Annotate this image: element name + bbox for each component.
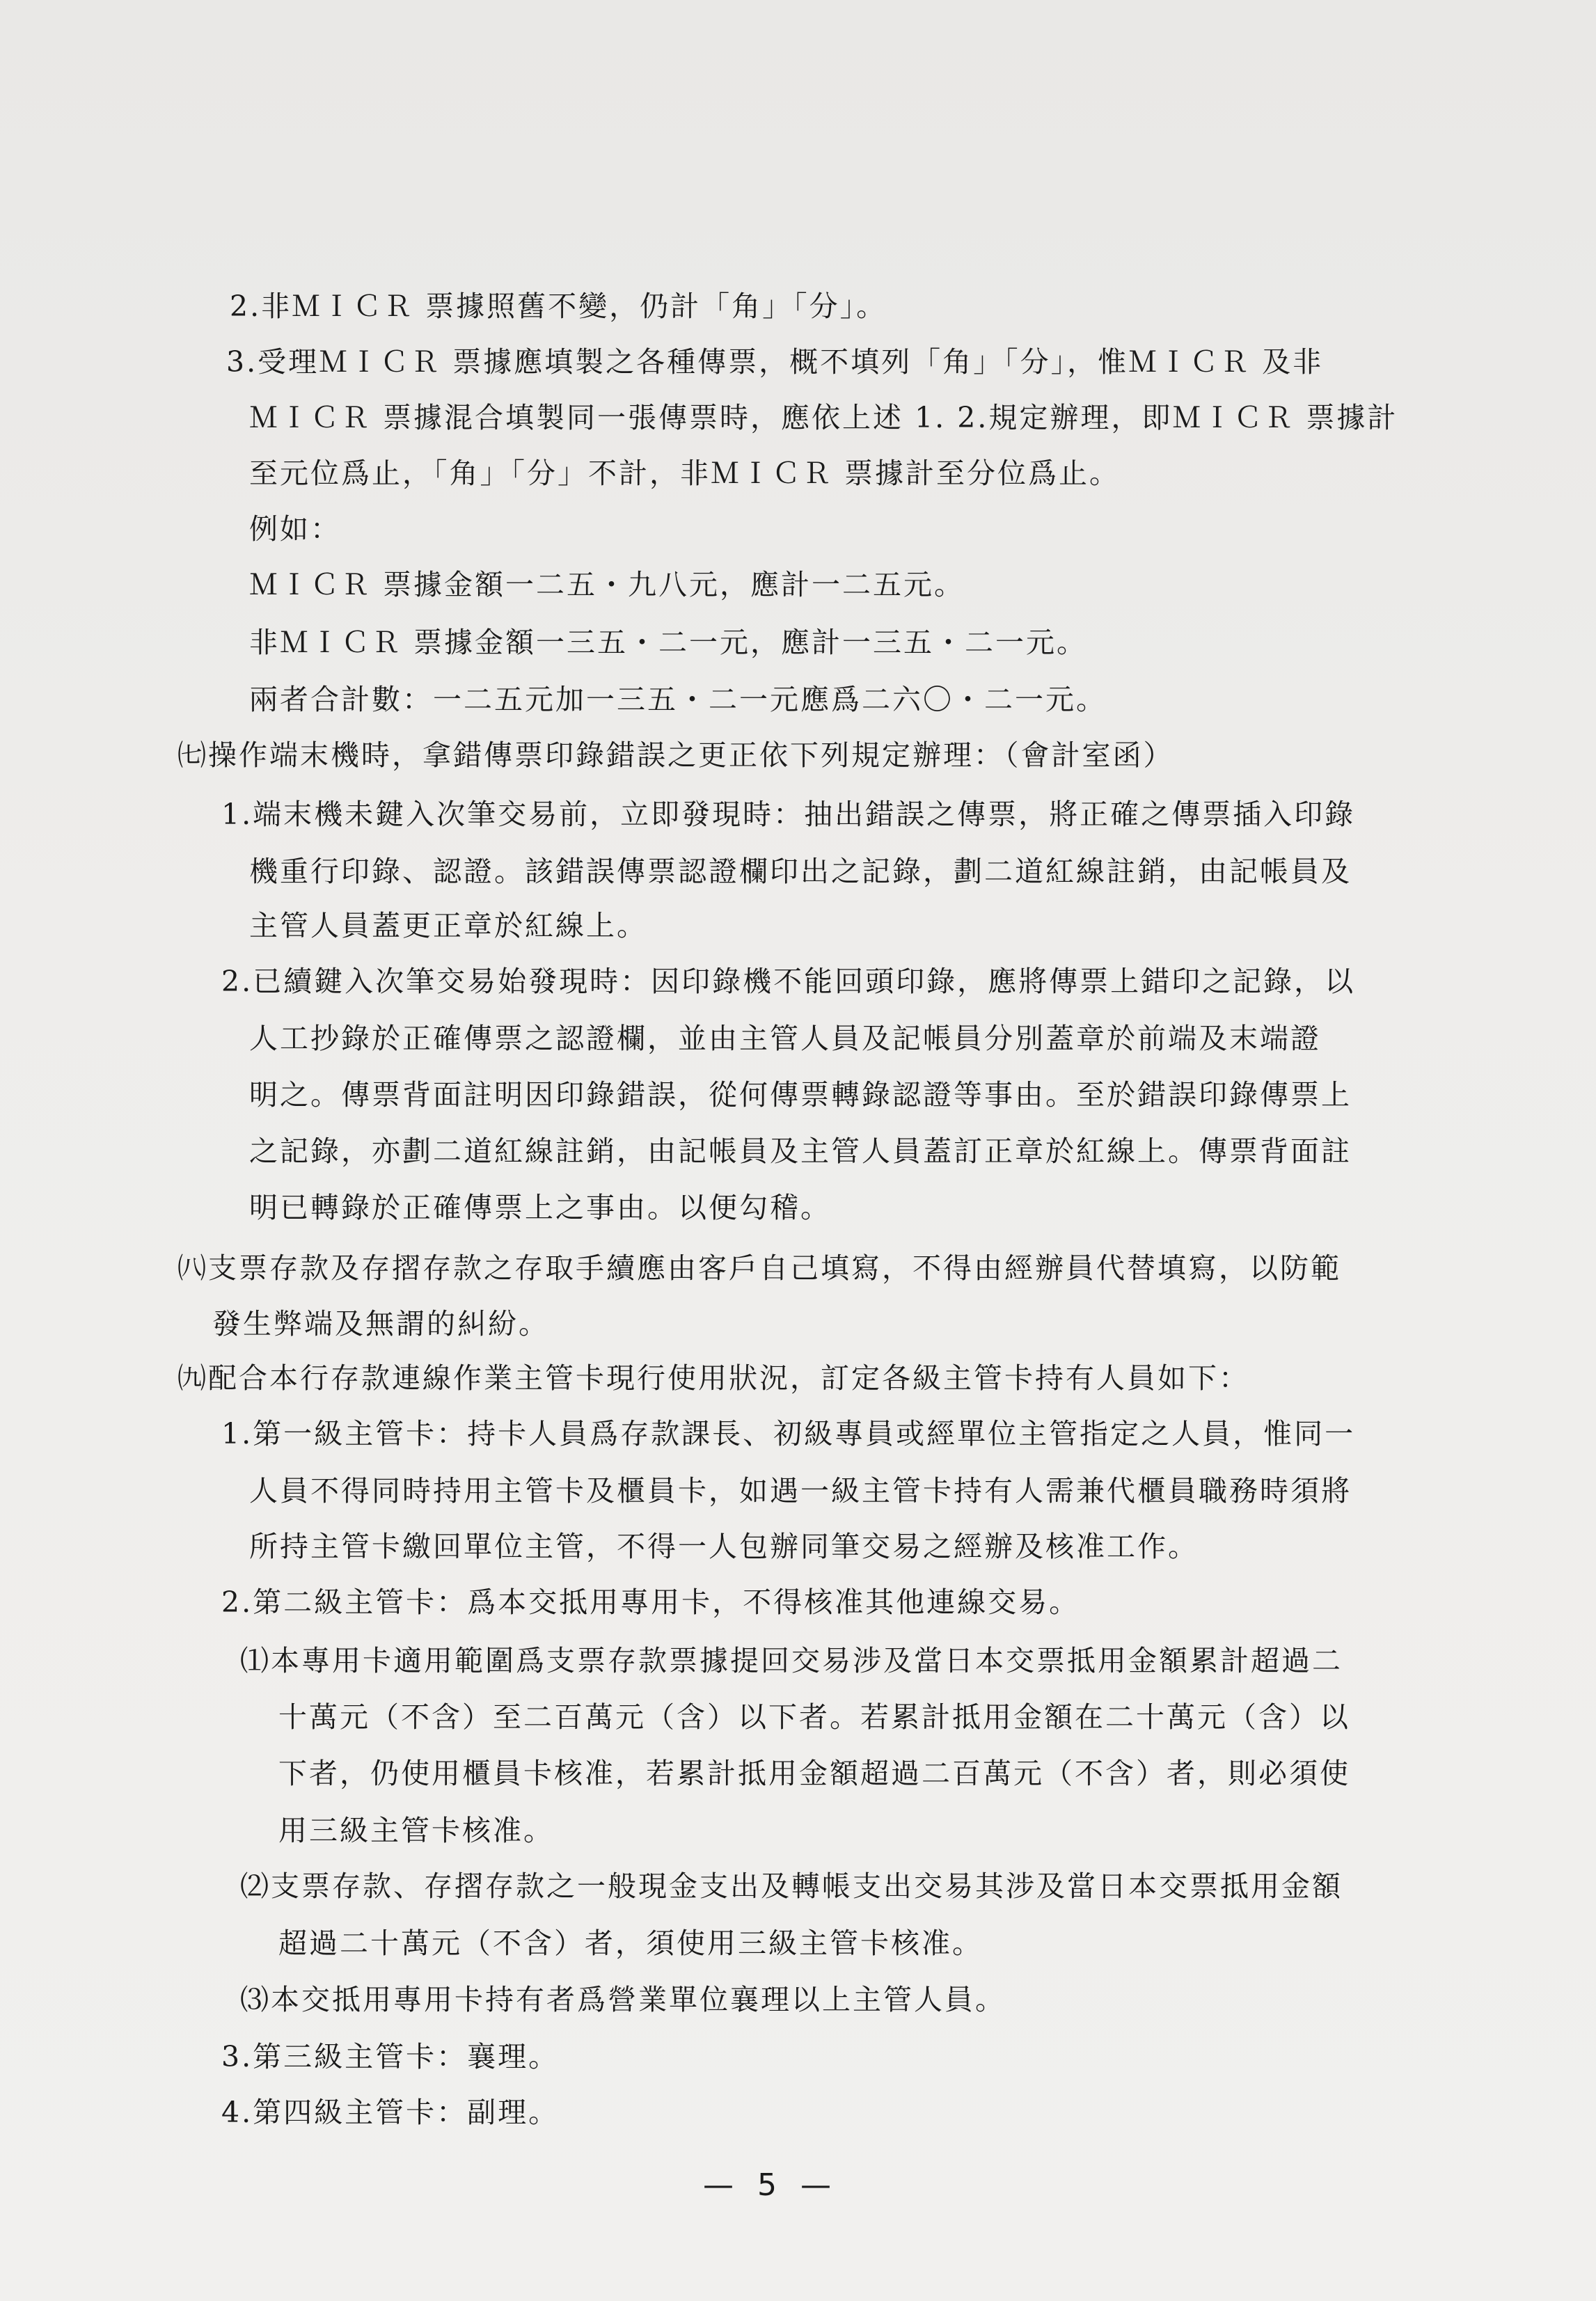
text-line: 人工抄錄於正確傳票之認證欄，並由主管人員及記帳員分別蓋章於前端及末端證 <box>249 1022 1321 1055</box>
text-line: ㈨配合本行存款連線作業主管卡現行使用狀況，訂定各級主管卡持有人員如下： <box>177 1361 1249 1395</box>
text-line: 機重行印錄、認證。該錯誤傳票認證欄印出之記錄，劃二道紅線註銷，由記帳員及 <box>249 855 1352 888</box>
text-line: 兩者合計數：一二五元加一三五・二一元應爲二六〇・二一元。 <box>249 683 1107 716</box>
text-line: 2.非ＭＩＣＲ 票據照舊不變，仍計「角」「分」。 <box>230 290 887 323</box>
text-line: ⑴本專用卡適用範圍爲支票存款票據提回交易涉及當日本交票抵用金額累計超過二 <box>240 1644 1343 1677</box>
text-line: ㈧支票存款及存摺存款之存取手續應由客戶自己填寫，不得由經辦員代替填寫，以防範 <box>177 1251 1341 1285</box>
text-line: 1.第一級主管卡：持卡人員爲存款課長、初級專員或經單位主管指定之人員，惟同一 <box>221 1417 1356 1450</box>
text-line: 4.第四級主管卡：副理。 <box>221 2096 560 2129</box>
text-line: ⑵支票存款、存摺存款之一般現金支出及轉帳支出交易其涉及當日本交票抵用金額 <box>240 1869 1343 1903</box>
text-line: ⑶本交抵用專用卡持有者爲營業單位襄理以上主管人員。 <box>240 1983 1006 2016</box>
text-line: ㈦操作端末機時，拿錯傳票印錄錯誤之更正依下列規定辦理：（會計室函） <box>177 738 1174 772</box>
text-line: 主管人員蓋更正章於紅線上。 <box>249 909 647 942</box>
text-line: 2.第二級主管卡：爲本交抵用專用卡，不得核准其他連線交易。 <box>221 1586 1080 1619</box>
text-line: 所持主管卡繳回單位主管，不得一人包辦同筆交易之經辦及核准工作。 <box>249 1530 1199 1563</box>
text-line: 3.受理ＭＩＣＲ 票據應填製之各種傳票，概不填列「角」「分」，惟ＭＩＣＲ 及非 <box>226 345 1324 379</box>
text-line: 用三級主管卡核准。 <box>278 1814 554 1847</box>
text-line: 明之。傳票背面註明因印錄錯誤，從何傳票轉錄認證等事由。至於錯誤印錄傳票上 <box>249 1078 1352 1112</box>
page-number: — 5 — <box>703 2167 838 2203</box>
text-line: 3.第三級主管卡：襄理。 <box>221 2040 560 2073</box>
text-line: 超過二十萬元（不含）者，須使用三級主管卡核准。 <box>278 1927 983 1960</box>
text-line: 發生弊端及無謂的糾紛。 <box>212 1307 549 1341</box>
text-line: 1.端末機未鍵入次筆交易前，立即發現時：抽出錯誤之傳票，將正確之傳票插入印錄 <box>221 798 1356 831</box>
text-line: 明已轉錄於正確傳票上之事由。以便勾稽。 <box>249 1191 831 1224</box>
text-line: 下者，仍使用櫃員卡核准，若累計抵用金額超過二百萬元（不含）者，則必須使 <box>278 1757 1350 1790</box>
text-line: ＭＩＣＲ 票據金額一二五・九八元，應計一二五元。 <box>249 568 965 601</box>
text-line: 十萬元（不含）至二百萬元（含）以下者。若累計抵用金額在二十萬元（含）以 <box>278 1700 1350 1734</box>
text-line: ＭＩＣＲ 票據混合填製同一張傳票時，應依上述 1. 2.規定辦理，即ＭＩＣＲ 票據計 <box>249 401 1398 434</box>
text-line: 2.已續鍵入次筆交易始發現時：因印錄機不能回頭印錄，應將傳票上錯印之記錄，以 <box>221 965 1356 998</box>
text-line: 之記錄，亦劃二道紅線註銷，由記帳員及主管人員蓋訂正章於紅線上。傳票背面註 <box>249 1134 1352 1168</box>
text-line: 人員不得同時持用主管卡及櫃員卡，如遇一級主管卡持有人需兼代櫃員職務時須將 <box>249 1474 1352 1508</box>
text-line: 至元位爲止，「角」「分」不計，非ＭＩＣＲ 票據計至分位爲止。 <box>249 457 1121 490</box>
text-line: 例如： <box>249 512 341 546</box>
text-line: 非ＭＩＣＲ 票據金額一三五・二一元，應計一三五・二一元。 <box>249 626 1088 659</box>
